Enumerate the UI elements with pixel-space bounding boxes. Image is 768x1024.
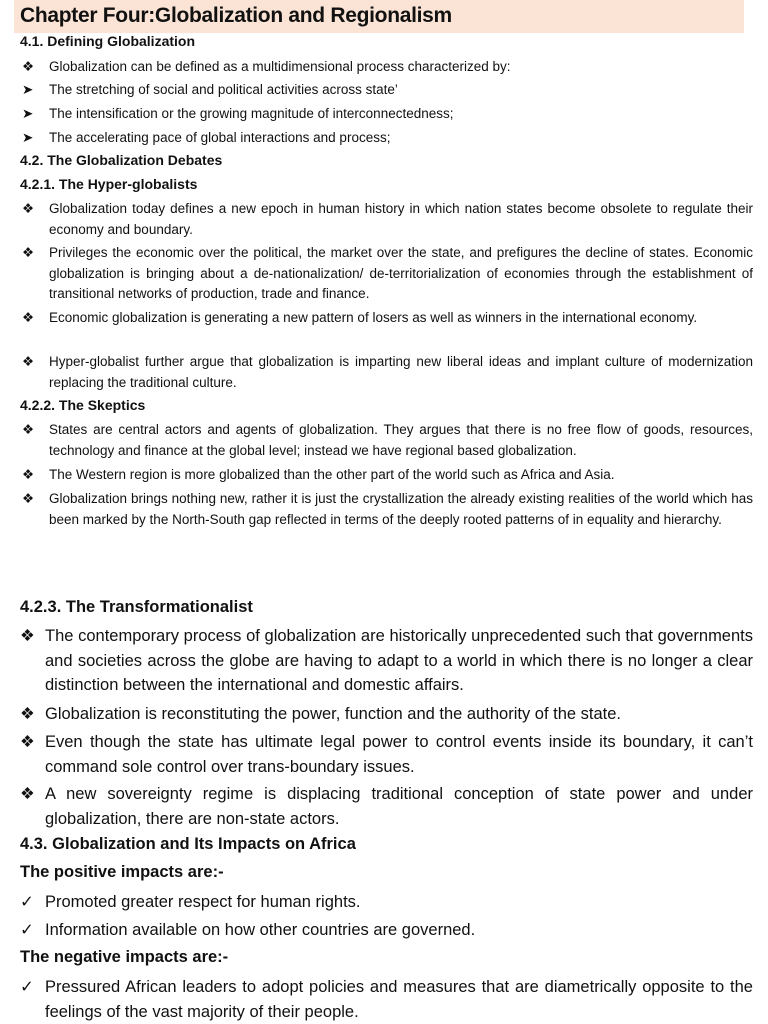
section-heading: 4.2. The Globalization Debates <box>20 152 223 168</box>
arrow-item: ➤ The stretching of social and political activities across state’ <box>20 80 753 101</box>
bullet-item: ❖ Globalization is reconstituting the power, function and the authority of the state. <box>20 702 753 727</box>
section-heading: 4.2.1. The Hyper-globalists <box>20 176 198 192</box>
diamond-bullet-icon: ❖ <box>20 733 35 751</box>
section-heading: 4.3. Globalization and Its Impacts on Africa <box>20 835 356 853</box>
arrow-bullet-icon: ➤ <box>22 82 34 97</box>
bullet-item: ❖ Globalization brings nothing new, rather it is just the crystallization the already existing realities of the world which has been marked by the North-South gap reflected in terms of the deeply rooted patterns of in equality and hierarchy. <box>22 491 753 527</box>
diamond-bullet-icon: ❖ <box>20 627 35 645</box>
bullet-item: ❖ The Western region is more globalized than the other part of the world such as Africa and Asia. <box>20 465 753 486</box>
check-mark-icon: ✓ <box>20 921 34 939</box>
diamond-bullet-icon: ❖ <box>22 467 35 482</box>
check-mark-icon: ✓ <box>20 893 34 911</box>
section-4-2-3 <box>20 598 753 617</box>
section-4-2-2 <box>20 397 753 413</box>
bullet-item: ❖ States are central actors and agents of globalization. They argues that there is no free flow of goods, resources, technology and finance at the global level; instead we have regional based globalization. <box>22 422 753 458</box>
bullet-item: ❖ Globalization can be defined as a multidimensional process characterized by: <box>20 57 753 78</box>
negative-impacts-heading: The negative impacts are:- <box>20 948 229 966</box>
positive-impacts-heading: The positive impacts are:- <box>20 863 224 881</box>
diamond-bullet-icon: ❖ <box>22 354 35 369</box>
bullet-item: ❖ Even though the state has ultimate legal power to control events inside its boundary, it can’t command sole control over trans-boundary issues. <box>20 730 753 779</box>
diamond-bullet-icon: ❖ <box>20 785 35 803</box>
bullet-item: ❖ Hyper-globalist further argue that globalization is imparting new liberal ideas and implant culture of modernization replacing the traditional culture. <box>22 354 753 390</box>
diamond-bullet-icon: ❖ <box>22 491 35 506</box>
check-item: ✓ Promoted greater respect for human rights. <box>20 890 753 915</box>
diamond-bullet-icon: ❖ <box>22 245 35 260</box>
arrow-bullet-icon: ➤ <box>22 130 34 145</box>
section-4-2 <box>20 152 753 168</box>
diamond-bullet-icon: ❖ <box>20 705 35 723</box>
diamond-bullet-icon: ❖ <box>22 59 35 74</box>
check-mark-icon: ✓ <box>20 978 34 996</box>
arrow-item: ➤ The accelerating pace of global interactions and process; <box>20 128 753 149</box>
bullet-item: ❖ A new sovereignty regime is displacing traditional conception of state power and under globalization, there are non-state actors. <box>20 782 753 831</box>
chapter-title: Chapter Four:Globalization and Regionalism <box>20 4 452 27</box>
diamond-bullet-icon: ❖ <box>22 310 35 325</box>
bullet-item: ❖ Privileges the economic over the political, the market over the state, and prefigures the decline of states. Economic globalization is bringing about a de-nationalization/ de-territorialization of economies through the establishment of transitional networks of production, trade and finance. <box>22 245 753 301</box>
diamond-bullet-icon: ❖ <box>22 422 35 437</box>
section-4-2-1 <box>20 176 753 192</box>
section-4-3 <box>20 835 753 854</box>
check-item: ✓ Information available on how other countries are governed. <box>20 918 753 943</box>
section-heading: 4.1. Defining Globalization <box>20 33 196 49</box>
diamond-bullet-icon: ❖ <box>22 201 35 216</box>
bullet-item: ❖ The contemporary process of globalization are historically unprecedented such that governments and societies across the globe are having to adapt to a world in which there is no longer a clear distinction between the international and domestic affairs. <box>20 624 753 698</box>
check-item: ✓ Pressured African leaders to adopt policies and measures that are diametrically opposite to the feelings of the vast majority of their people. <box>20 975 753 1024</box>
arrow-item: ➤ The intensification or the growing magnitude of interconnectedness; <box>20 104 753 125</box>
section-heading: 4.2.3. The Transformationalist <box>20 598 253 616</box>
section-4-1 <box>20 33 753 49</box>
bullet-item: ❖ Globalization today defines a new epoch in human history in which nation states become obsolete to regulate their economy and boundary. <box>22 201 753 237</box>
bullet-item: ❖ Economic globalization is generating a new pattern of losers as well as winners in the international economy. <box>20 308 753 329</box>
arrow-bullet-icon: ➤ <box>22 106 34 121</box>
section-heading: 4.2.2. The Skeptics <box>20 397 146 413</box>
